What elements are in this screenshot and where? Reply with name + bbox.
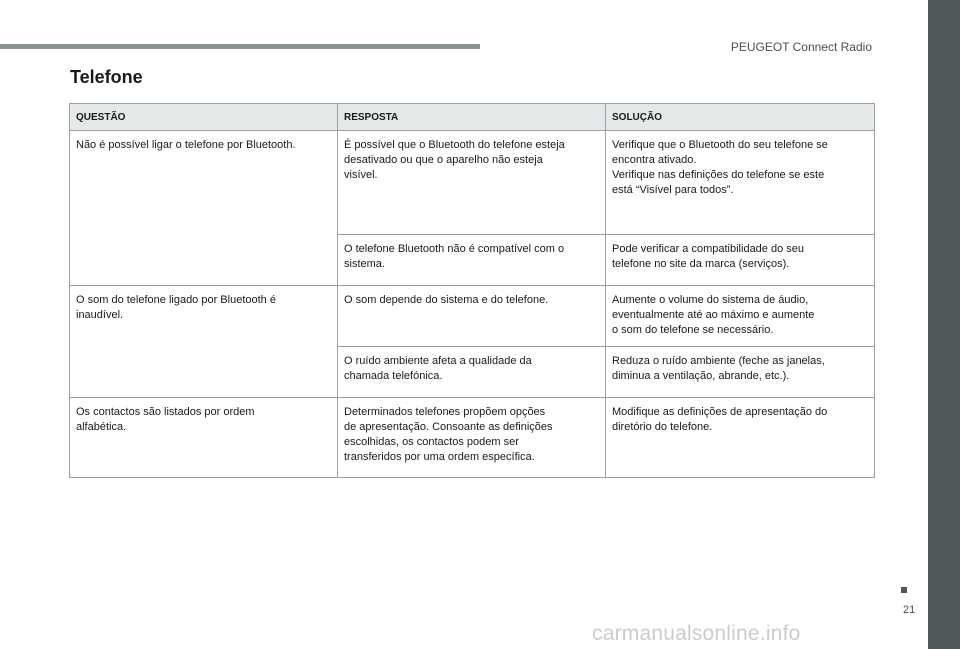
response-cell: O telefone Bluetooth não é compatível com o sistema.: [338, 235, 606, 286]
table-row: [70, 286, 875, 347]
faq-table: [69, 103, 875, 478]
table-row: [70, 398, 875, 478]
response-cell: É possível que o Bluetooth do telefone esteja desativado ou que o aparelho não esteja visível.: [338, 131, 606, 235]
table-row: [70, 131, 875, 235]
column-header-solution: SOLUÇÃO: [606, 104, 875, 131]
response-cell: Determinados telefones propõem opções de apresentação. Consoante as definições escolhidas, os contactos podem ser transferidos por uma ordem específica.: [338, 398, 606, 478]
solution-cell: Pode verificar a compatibilidade do seu telefone no site da marca (serviços).: [606, 235, 875, 286]
solution-cell: Verifique que o Bluetooth do seu telefone se encontra ativado. Verifique nas definições do telefone se este está “Visível para todos”.: [606, 131, 875, 235]
solution-cell: Reduza o ruído ambiente (feche as janelas, diminua a ventilação, abrande, etc.).: [606, 347, 875, 398]
question-cell: Não é possível ligar o telefone por Bluetooth.: [70, 131, 338, 286]
page-marker: [901, 587, 907, 593]
header-title: PEUGEOT Connect Radio: [730, 40, 872, 54]
response-cell: O ruído ambiente afeta a qualidade da chamada telefónica.: [338, 347, 606, 398]
question-cell: Os contactos são listados por ordem alfabética.: [70, 398, 338, 478]
question-cell: O som do telefone ligado por Bluetooth é inaudível.: [70, 286, 338, 398]
watermark: carmanualsonline.info: [592, 622, 801, 645]
column-header-response: RESPOSTA: [338, 104, 606, 131]
response-cell: O som depende do sistema e do telefone.: [338, 286, 606, 347]
side-bar: [928, 0, 960, 649]
header-rule: [0, 44, 480, 49]
page-title: Telefone: [70, 67, 143, 87]
page-number: 21: [903, 604, 916, 616]
solution-cell: Aumente o volume do sistema de áudio, eventualmente até ao máximo e aumente o som do telefone se necessário.: [606, 286, 875, 347]
solution-cell: Modifique as definições de apresentação do diretório do telefone.: [606, 398, 875, 478]
column-header-question: QUESTÃO: [70, 104, 338, 131]
table-header-row: [70, 104, 875, 131]
